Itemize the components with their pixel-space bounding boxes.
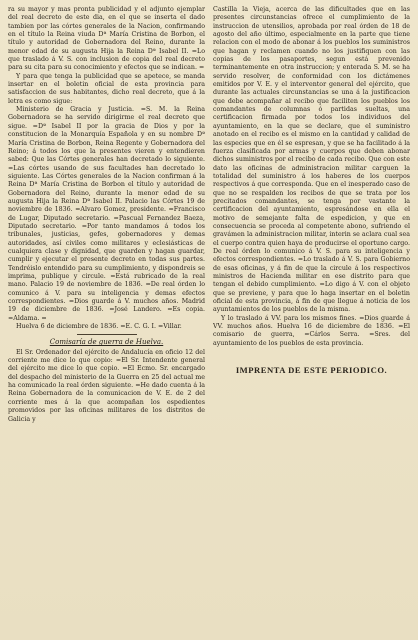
- right-paragraph-1: Castilla la Vieja, acerca de las dificultades que en las presentes circunstancias ofrece el cumplimiento de la instruccion de utensilios, aprobada por real órden de 18 de agosto del año último, especialmente en la parte que tiene relacion con el modo de abonar á los pueblos los suministros que hagan y reclamen cuando no los justifiquen con las copias de los pasaportes, segun está prevenido terminantemente en otra instruccion; y enterada S. M. se ha servido resolver, de conformidad con los dictámenes emitidos por V. E. y el interventor general del ejército, que durante las actuales circunstancias se una á la justificacion que debe acompañar al recibo que faciliten los pueblos los comandantes de columnas ó partidas sueltas, una certificacion firmada por todos los individuos del ayuntamiento, en la que se declare, que el suministro anotado en el recibo es el mismo en la cantidad y calidad de las especies que en él se espresan, y que se ha facilitado á la fuerza clasificada por armas y cuerpos que deben abonar dichos suministros por el recibo de cada recibo. Que con este dato las oficinas de administracion militar carguen la totalidad del suministro á los haberes de los cuerpos respectivos á que corresponda. Que en el inesperado caso de que no se respalden los recibos de que se trata por los precitados comandantes, se tenga por vastante la certificacion del ayuntamiento, espresándose en ella el motivo de semejante falta de espedicion, y que en consecuencia se proceda al competente abono, sufriendo el gravámen la administracion militar, interin se aclara cual sea el cuerpo contra quien haya de producirse el oportuno cargo. De real órden lo comunico á V. S. para su inteligencia y efectos correspondientes. =Lo traslado á V. S. para Gobierno de esas oficinas, y á fin de que la circule á los respectivos ministros de Hacienda militar en ese distrito para que tengan el debido cumplimiento. =Lo digo á V. con el objeto que se previene, y para que lo haga insertar en el boletin oficial de esta provincia, á fin de que llegue á noticia de los ayuntamientos de los pueblos de la misma.: [213, 6, 410, 314]
- two-column-layout: [8, 6, 410, 634]
- ordenador-paragraph: El Sr. Ordenador del ejército de Andalucía en oficio 12 del corriente me dice lo que copio: =El Sr. Intendente general del ejército me dice lo que copio. =El Ecmo. Sr. encargado del despacho del ministerio de la Guerra en 25 del actual me ha comunicado la real órden siguiente. =He dado cuenta á la Reina Gobernadora de la comunicacion de V. E. de 2 del corriente mes á la que acompañan los espedientes promovidos por las oficinas militares de los distritos de Galicia y: [8, 348, 205, 423]
- section-title: Comisaría de guerra de Huelva.: [49, 338, 164, 347]
- printer-imprint: IMPRENTA DE ESTE PERIODICO.: [235, 365, 388, 376]
- left-column: [8, 6, 205, 634]
- royal-decree-text: Ministerio de Gracia y Justicia. =S. M. la Reina Gobernadora se ha servido dirigirme el real decreto que sigue. =Dª Isabel II por la gracia de Dios y por la constitucion de la Monarquía Española y en su nombre Dª María Cristina de Borbon, Reina Regente y Gobernadora del Reino; á todos los que la presentes vieren y entendieren sabed: Que las Córtes generales han decretado lo siguiente. =Las córtes usando de sus facultades han decretado lo siguiente. Las Córtes generales de la Nacion confirman á la Reina Dª María Cristina de Borbon el título y autoridad de Gobernadora del Reino, durante la menor edad de su augusta Hija la Reina Dª Isabel II. Palacio las Córtes 19 de noviembre de 1836. =Alvaro Gomez, presidente. =Francisco de Lugar, Diputado secretario. =Pascual Fernandez Baeza, Diputado secretario. =Por tanto mandamos á todos los tribunales, justicias, gefes, gobernadores y demas autoridades, así civiles como militares y eclesiásticas de cualquiera clase y dignidad, que guarden y hagan guardar, cumplir y ejecutar el presente decreto en todas sus partes. Tendréislo entendido para su cumplimiento, y dispondreis se imprima, publique y circule. =Está rubricado de la real mano. Palacio 19 de noviembre de 1836. =De real órden lo comunico á V. para su inteligencia y demas efectos correspondientes. =Dios guarde á V. muchos años. Madrid 19 de diciembre de 1836. =José Landero. =Es copia. =Aldama. =: [8, 106, 205, 322]
- huelva-signature-line: Huelva 6 de diciembre de 1836. =E. C. G. I. =Villar.: [16, 323, 182, 331]
- left-paragraph-2: Y para que tenga la publicidad que se apetece, se manda insertar en el boletin oficial de esta provincia para satisfaccion de sus habitantes, dicho real decreto, que á la letra es como sigue:: [8, 72, 205, 105]
- left-paragraph-1: ra su mayor y mas pronta publicidad y el adjunto ejemplar del real decreto de este dia, en el que se inserta el dado tambien por las córtes generales de la Nacion, confirmando en el título la Reina viuda Dª María Cristina de Borbon, el título y autoridad de Gobernadora del Reino, durante la menor edad de su augusta Hija la Reina Dª Isabel II. =Lo que traslado á V. S. con inclusion de copia del real decreto para su cita para su conocimiento y efectos que se indican. =: [8, 6, 205, 72]
- right-column: [213, 6, 410, 634]
- section-divider: [77, 334, 137, 335]
- right-paragraph-2: Y lo traslado á VV. para los mismos fines. =Dios guarde á VV. muchos años. Huelva 16 de diciembre de 1836. =El comisario de guerra, =Cárlos Serra. =Sres. del ayuntamiento de los pueblos de esta provincia.: [213, 314, 410, 347]
